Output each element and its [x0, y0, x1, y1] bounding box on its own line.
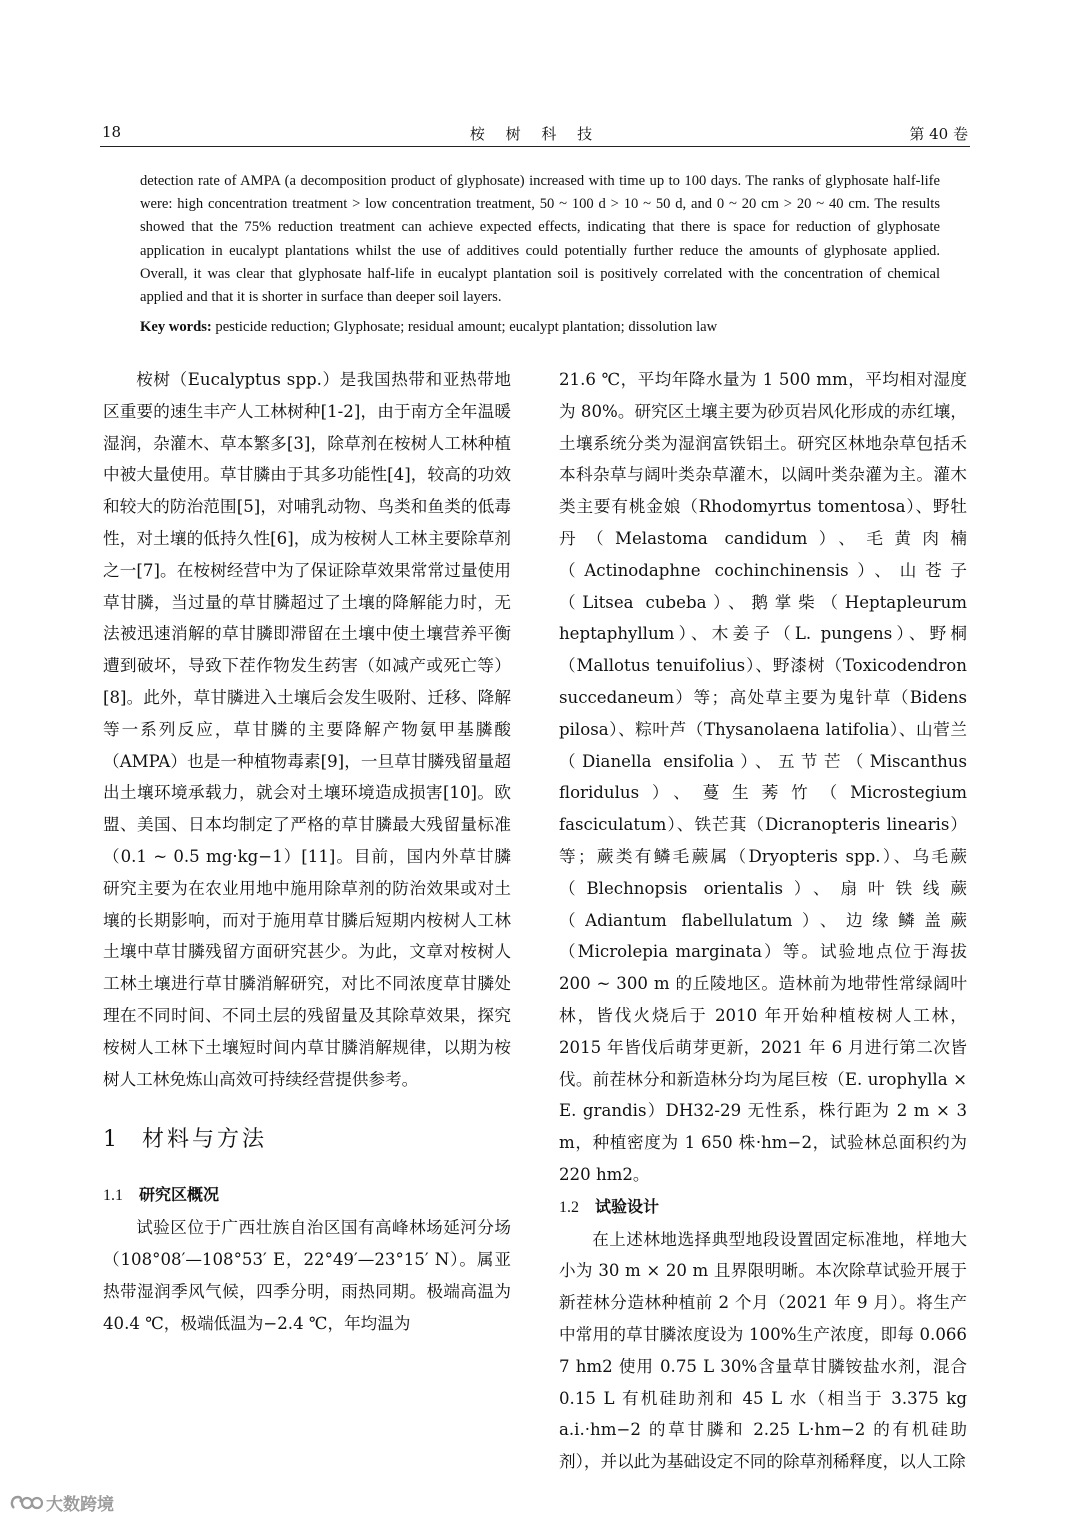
keywords-label: Key words: — [140, 319, 212, 336]
right-column — [559, 364, 967, 1478]
subsection-heading-1-2 — [559, 1191, 967, 1224]
watermark-logo-icon — [8, 1492, 44, 1514]
subsection-number: 1.2 — [559, 1198, 579, 1216]
subsection-number: 1.1 — [103, 1187, 123, 1205]
section-title: 材料与方法 — [142, 1127, 268, 1153]
keywords-text: pesticide reduction; Glyphosate; residual amount; eucalypt plantation; dissolution law — [215, 319, 718, 336]
running-header — [100, 120, 970, 147]
english-abstract — [140, 170, 940, 339]
subsection-title: 试验设计 — [595, 1196, 660, 1216]
page-number: 18 — [102, 123, 122, 141]
section-number: 1 — [103, 1127, 120, 1153]
abstract-text: detection rate of AMPA (a decomposition product of glyphosate) increased with time up to 100 days. The ranks of glyphosate half-life were: high concentration treatment > low concentration treatment, 50 ~ 100 d > 10 ~ 50 d, and 0 ~ 20 cm > 20 ~ 40 cm. The results showed that the 75% reduction treatment can achieve expected effects, indicating that there is space for reduction of glyphosate application in eucalypt plantations whilst the use of additives could potentially further reduce the amounts of glyphosate applied. Overall, it was clear that glyphosate half-life in eucalypt plantation soil is positively correlated with the concentration of chemical applied and that it is shorter in surface than deeper soil layers. — [140, 173, 940, 306]
section-heading — [103, 1125, 511, 1155]
subsection-heading-1-1 — [103, 1179, 511, 1212]
watermark — [8, 1490, 148, 1520]
intro-paragraph: 桉树（Eucalyptus spp.）是我国热带和亚热带地区重要的速生丰产人工林树种[1-2]，由于南方全年温暖湿润，杂灌木、草本繁多[3]，除草剂在桉树人工林种植中被大量使用。草甘膦由于其多功能性[4]，较高的功效和较大的防治范围[5]，对哺乳动物、鸟类和鱼类的低毒性，对土壤的低持久性[6]，成为桉树人工林主要除草剂之一[7]。在桉树经营中为了保证除草效果常常过量使用草甘膦，当过量的草甘膦超过了土壤的降解能力时，无法被迅速消解的草甘膦即滞留在土壤中使土壤营养平衡遭到破坏，导致下茬作物发生药害（如减产或死亡等）[8]。此外，草甘膦进入土壤后会发生吸附、迁移、降解等一系列反应，草甘膦的主要降解产物氨甲基膦酸（AMPA）也是一种植物毒素[9]，一旦草甘膦残留量超出土壤环境承载力，就会对土壤环境造成损害[10]。欧盟、美国、日本均制定了严格的草甘膦最大残留量标准（0.1 ~ 0.5 mg·kg−1）[11]。目前，国内外草甘膦研究主要为在农业用地中施用除草剂的防治效果或对土壤的长期影响，而对于施用草甘膦后短期内桉树人工林土壤中草甘膦残留方面研究甚少。为此，文章对桉树人工林土壤进行草甘膦消解研究，对比不同浓度草甘膦处理在不同时间、不同土层的残留量及其除草效果，探究桉树人工林下土壤短时间内草甘膦消解规律，以期为桉树人工林免炼山高效可持续经营提供参考。 — [103, 370, 511, 1089]
design-paragraph: 在上述林地选择典型地段设置固定标准地，样地大小为 30 m × 20 m 且界限明晰。本次除草试验开展于新茬林分造林种植前 2 个月（2021 年 9 月）。将生产中常用的草甘膦浓度设为 100%生产浓度，即每 0.066 7 hm2 使用 0.75 L 30%含量草甘膦铵盐水剂，混合 0.15 L 有机硅助剂和 45 L 水（相当于 3.375 kg a.i.·hm−2 的草甘膦和 2.25 L·hm−2 的有机硅助剂），并以此为基础设定不同的除草剂稀释度，以人工除 — [559, 1229, 967, 1472]
keywords-line — [140, 316, 940, 339]
left-column — [103, 364, 511, 1339]
study-area-paragraph-continued: 21.6 ℃，平均年降水量为 1 500 mm，平均相对湿度为 80%。研究区土壤主要为砂页岩风化形成的赤红壤，土壤系统分类为湿润富铁铝土。研究区林地杂草包括禾本科杂草与阔叶类杂草灌木，以阔叶类杂灌为主。灌木类主要有桃金娘（Rhodomyrtus tomentosa）、野牡丹（Melastoma candidum）、毛黄肉楠（Actinodaphne cochinchinensis）、山苍子（Litsea cubeba）、鹅掌柴（Heptapleurum heptaphyllum）、木姜子（L. pungens）、野桐（Mallotus tenuifolius）、野漆树（Toxicodendron succedaneum）等；高处草主要为鬼针草（Bidens pilosa）、粽叶芦（Thysanolaena latifolia）、山菅兰（Dianella ensifolia）、五节芒（Miscanthus floridulus）、蔓生莠竹（Microstegium fasciculatum）、铁芒萁（Dicranopteris linearis）等；蕨类有鳞毛蕨属（Dryopteris spp.）、乌毛蕨（Blechnopsis orientalis）、扇叶铁线蕨（Adiantum flabellulatum）、边缘鳞盖蕨（Microlepia marginata）等。试验地点位于海拔 200 ~ 300 m 的丘陵地区。造林前为地带性常绿阔叶林，皆伐火烧后于 2010 年开始种植桉树人工林，2015 年皆伐后萌芽更新，2021 年 6 月进行第二次皆伐。前茬林分和新造林分均为尾巨桉（E. urophylla × E. grandis）DH32-29 无性系，株行距为 2 m × 3 m，种植密度为 1 650 株·hm−2，试验林总面积约为 220 hm2。 — [559, 370, 967, 1184]
journal-title: 桉 树 科 技 — [469, 125, 601, 143]
subsection-title: 研究区概况 — [139, 1185, 220, 1205]
volume-label: 第 40 卷 — [909, 125, 968, 143]
study-area-paragraph: 试验区位于广西壮族自治区国有高峰林场延河分场（108°08′—108°53′ E，22°49′—23°15′ N）。属亚热带湿润季风气候，四季分明，雨热同期。极端高温为 40.4 ℃，极端低温为−2.4 ℃，年均温为 — [103, 1218, 511, 1333]
watermark-text: 大数跨境 — [46, 1495, 114, 1515]
